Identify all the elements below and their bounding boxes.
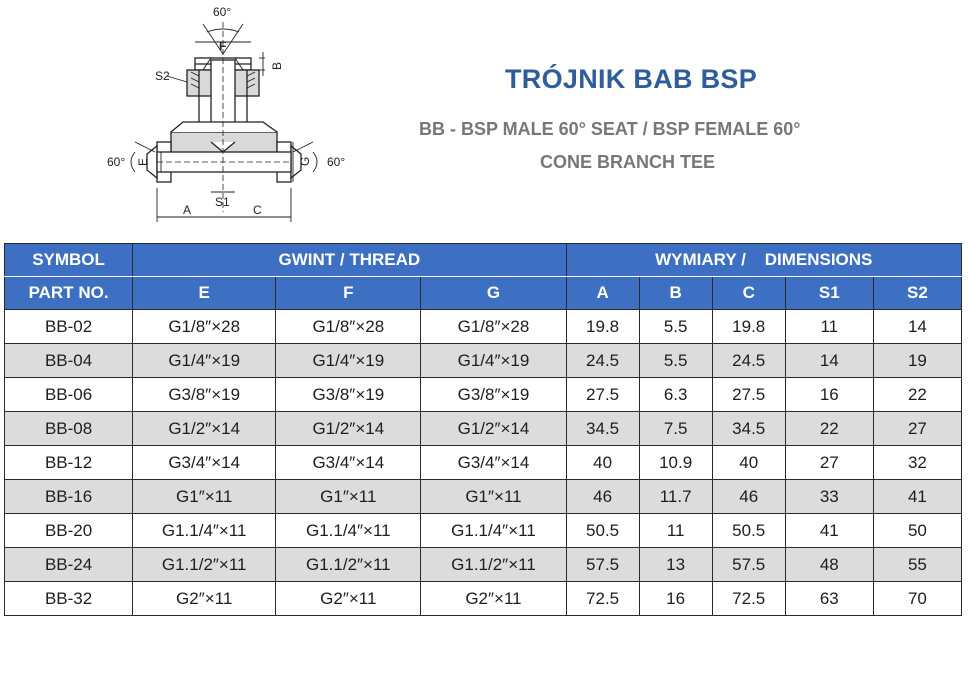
label-a: A [183, 203, 192, 217]
tee-fitting-drawing [95, 2, 375, 230]
table-cell: 27.5 [566, 378, 639, 412]
table-cell: G1.1/2″×11 [133, 548, 276, 582]
table-cell: 13 [639, 548, 712, 582]
table-cell: 55 [873, 548, 961, 582]
table-cell: 34.5 [712, 412, 785, 446]
table-cell: 7.5 [639, 412, 712, 446]
table-cell: 24.5 [566, 344, 639, 378]
table-cell: G1″×11 [276, 480, 421, 514]
table-cell: G1″×11 [133, 480, 276, 514]
table-cell: G3/4″×14 [276, 446, 421, 480]
label-angle-left: 60° [107, 155, 126, 169]
table-cell: G1/2″×14 [276, 412, 421, 446]
table-cell: BB-20 [5, 514, 133, 548]
header-symbol: SYMBOL [5, 244, 133, 277]
column-header-part-no: PART NO. [5, 277, 133, 310]
label-b: B [270, 61, 284, 70]
dimensions-table [4, 243, 962, 616]
table-cell: 14 [785, 344, 873, 378]
table-cell: BB-12 [5, 446, 133, 480]
column-header-f: F [276, 277, 421, 310]
table-cell: 10.9 [639, 446, 712, 480]
table-cell: 72.5 [712, 582, 785, 616]
table-cell: BB-06 [5, 378, 133, 412]
table-cell: 16 [639, 582, 712, 616]
table-cell: 11 [785, 310, 873, 344]
label-angle-top: 60° [213, 5, 232, 19]
column-header-e: E [133, 277, 276, 310]
table-cell: 40 [566, 446, 639, 480]
table-cell: 70 [873, 582, 961, 616]
table-cell: 57.5 [712, 548, 785, 582]
table-row [5, 378, 962, 412]
label-g: G [298, 156, 312, 166]
table-cell: 50 [873, 514, 961, 548]
table-cell: G3/4″×14 [421, 446, 566, 480]
table-cell: 41 [785, 514, 873, 548]
table-row [5, 548, 962, 582]
table-cell: BB-24 [5, 548, 133, 582]
product-title: TRÓJNIK BAB BSP [505, 64, 758, 94]
table-cell: 5.5 [639, 310, 712, 344]
table-cell: G1/4″×19 [276, 344, 421, 378]
label-s1: S1 [215, 195, 230, 209]
table-cell: 46 [566, 480, 639, 514]
table-cell: 11 [639, 514, 712, 548]
table-cell: 50.5 [712, 514, 785, 548]
table-cell: 27 [785, 446, 873, 480]
table-cell: G3/4″×14 [133, 446, 276, 480]
table-cell: 14 [873, 310, 961, 344]
table-cell: 16 [785, 378, 873, 412]
product-subtitle-line1: BB - BSP MALE 60° SEAT / BSP FEMALE 60° [419, 119, 801, 139]
table-cell: 5.5 [639, 344, 712, 378]
table-cell: G1/8″×28 [276, 310, 421, 344]
table-row [5, 344, 962, 378]
table-cell: G3/8″×19 [421, 378, 566, 412]
table-cell: 27.5 [712, 378, 785, 412]
column-header-g: G [421, 277, 566, 310]
table-group-header-row [5, 244, 962, 277]
table-cell: 19.8 [566, 310, 639, 344]
table-cell: G1/8″×28 [421, 310, 566, 344]
table-cell: G1/8″×28 [133, 310, 276, 344]
table-cell: G2″×11 [276, 582, 421, 616]
table-cell: 48 [785, 548, 873, 582]
label-s2: S2 [155, 69, 170, 83]
table-cell: G1.1/4″×11 [133, 514, 276, 548]
table-cell: 6.3 [639, 378, 712, 412]
table-cell: 40 [712, 446, 785, 480]
table-row [5, 446, 962, 480]
table-cell: 27 [873, 412, 961, 446]
table-cell: G1/2″×14 [133, 412, 276, 446]
header-dimensions: WYMIARY / DIMENSIONS [566, 244, 961, 277]
table-cell: 19 [873, 344, 961, 378]
table-cell: G3/8″×19 [276, 378, 421, 412]
table-cell: BB-16 [5, 480, 133, 514]
table-cell: 33 [785, 480, 873, 514]
table-row [5, 310, 962, 344]
table-cell: 19.8 [712, 310, 785, 344]
table-cell: BB-02 [5, 310, 133, 344]
table-cell: BB-08 [5, 412, 133, 446]
table-cell: 22 [785, 412, 873, 446]
table-cell: 34.5 [566, 412, 639, 446]
table-cell: G1.1/2″×11 [421, 548, 566, 582]
product-subtitle-line2: CONE BRANCH TEE [540, 152, 716, 172]
table-cell: G1/2″×14 [421, 412, 566, 446]
table-cell: 50.5 [566, 514, 639, 548]
label-f: F [219, 39, 227, 53]
table-row [5, 480, 962, 514]
table-cell: G3/8″×19 [133, 378, 276, 412]
table-cell: BB-04 [5, 344, 133, 378]
table-cell: 22 [873, 378, 961, 412]
table-cell: G2″×11 [133, 582, 276, 616]
table-cell: 41 [873, 480, 961, 514]
table-row [5, 514, 962, 548]
label-angle-right: 60° [327, 155, 346, 169]
table-cell: 72.5 [566, 582, 639, 616]
column-header-a: A [566, 277, 639, 310]
column-header-s1: S1 [785, 277, 873, 310]
table-cell: 32 [873, 446, 961, 480]
table-row [5, 582, 962, 616]
table-cell: G1.1/2″×11 [276, 548, 421, 582]
table-cell: 46 [712, 480, 785, 514]
table-cell: 11.7 [639, 480, 712, 514]
table-cell: G1/4″×19 [421, 344, 566, 378]
table-cell: BB-32 [5, 582, 133, 616]
table-cell: G1/4″×19 [133, 344, 276, 378]
label-c: C [253, 203, 262, 217]
column-header-s2: S2 [873, 277, 961, 310]
table-row [5, 412, 962, 446]
table-cell: 57.5 [566, 548, 639, 582]
column-header-b: B [639, 277, 712, 310]
table-cell: G2″×11 [421, 582, 566, 616]
label-e: E [136, 157, 150, 166]
column-header-c: C [712, 277, 785, 310]
table-cell: 24.5 [712, 344, 785, 378]
table-cell: G1.1/4″×11 [421, 514, 566, 548]
table-cell: 63 [785, 582, 873, 616]
header-thread: GWINT / THREAD [133, 244, 566, 277]
table-cell: G1.1/4″×11 [276, 514, 421, 548]
table-cell: G1″×11 [421, 480, 566, 514]
table-column-header-row [5, 277, 962, 310]
